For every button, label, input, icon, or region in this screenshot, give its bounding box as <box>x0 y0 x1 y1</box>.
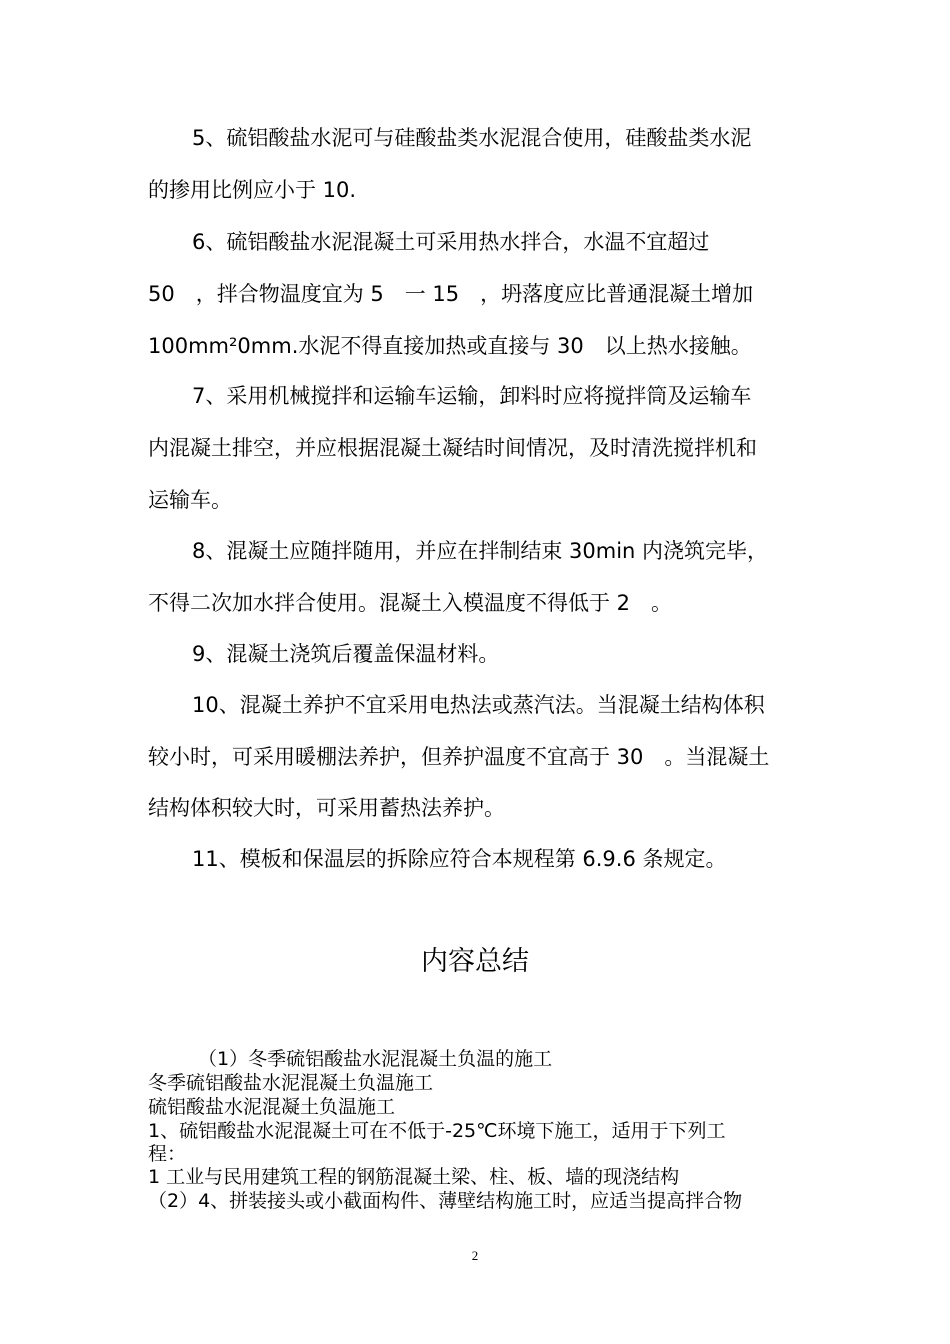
paragraph-7-line-3: 运输车。 <box>148 488 232 512</box>
page-number: 2 <box>471 1248 479 1263</box>
summary-title: 内容总结 <box>421 946 529 977</box>
summary-line: 硫铝酸盐水泥混凝土负温施工 <box>148 1096 396 1118</box>
paragraph-8-line-1: 8、混凝土应随拌随用，并应在拌制结束 30min 内浇筑完毕， <box>192 539 769 563</box>
paragraph-10-line-1: 10、混凝土养护不宜采用电热法或蒸汽法。当混凝土结构体积 <box>192 693 765 717</box>
summary-line: 1 工业与民用建筑工程的钢筋混凝土梁、柱、板、墙的现浇结构 <box>148 1166 680 1188</box>
paragraph-8-line-2: 不得二次加水拌合使用。混凝土入模温度不得低于 2 。 <box>148 591 673 615</box>
paragraph-7-line-1: 7、采用机械搅拌和运输车运输，卸料时应将搅拌筒及运输车 <box>192 384 752 408</box>
summary-line: （1）冬季硫铝酸盐水泥混凝土负温的施工 <box>198 1048 553 1070</box>
paragraph-10-line-3: 结构体积较大时，可采用蓄热法养护。 <box>148 796 505 820</box>
paragraph-11-line-1: 11、模板和保温层的拆除应符合本规程第 6.9.6 条规定。 <box>192 847 727 871</box>
paragraph-5-line-1: 5、硫铝酸盐水泥可与硅酸盐类水泥混合使用，硅酸盐类水泥 <box>192 126 752 150</box>
paragraph-9-line-1: 9、混凝土浇筑后覆盖保温材料。 <box>192 642 500 666</box>
summary-line: 程： <box>148 1143 187 1165</box>
paragraph-7-line-2: 内混凝土排空，并应根据混凝土凝结时间情况，及时清洗搅拌机和 <box>148 436 757 460</box>
summary-line: （2）4、拼装接头或小截面构件、薄壁结构施工时，应适当提高拌合物 <box>148 1190 743 1212</box>
paragraph-6-line-3: 100mm²0mm.水泥不得直接加热或直接与 30 以上热水接触。 <box>148 334 752 358</box>
summary-line: 1、硫铝酸盐水泥混凝土可在不低于-25℃环境下施工，适用于下列工 <box>148 1120 726 1142</box>
paragraph-6-line-2: 50 ，拌合物温度宜为 5 一 15 ，坍落度应比普通混凝土增加 <box>148 282 754 306</box>
summary-line: 冬季硫铝酸盐水泥混凝土负温施工 <box>148 1072 434 1094</box>
paragraph-10-line-2: 较小时，可采用暖棚法养护，但养护温度不宜高于 30 。当混凝土 <box>148 745 770 769</box>
paragraph-6-line-1: 6、硫铝酸盐水泥混凝土可采用热水拌合，水温不宜超过 <box>192 230 710 254</box>
paragraph-5-line-2: 的掺用比例应小于 10. <box>148 178 357 202</box>
